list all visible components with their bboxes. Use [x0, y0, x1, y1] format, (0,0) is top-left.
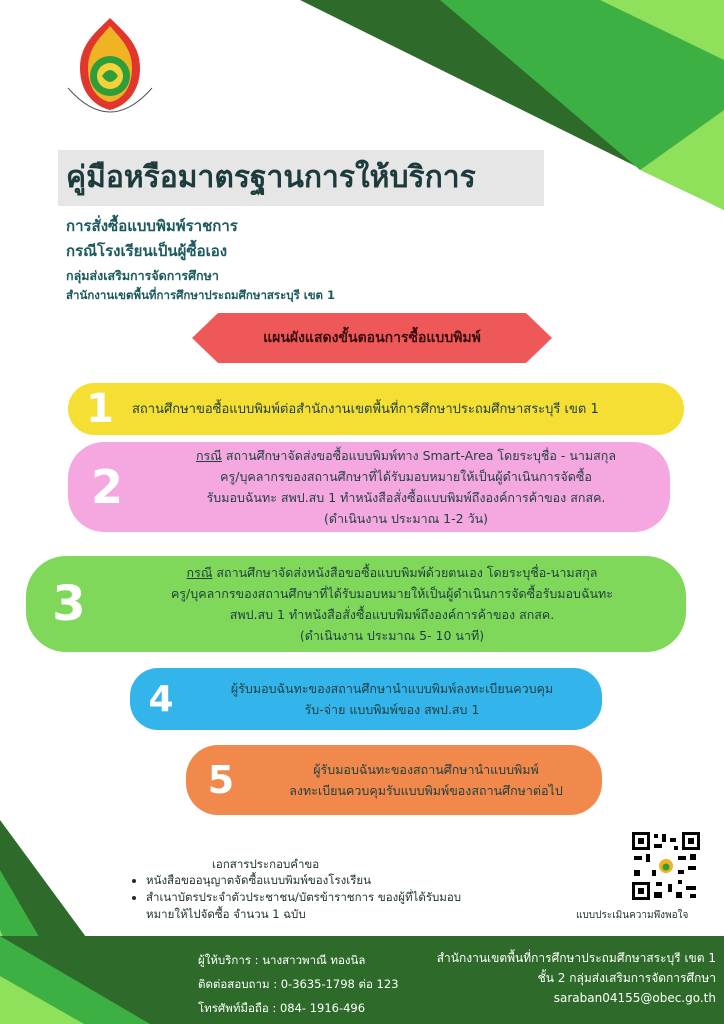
office-logo [62, 14, 158, 124]
footer-office: สำนักงานเขตพื้นที่การศึกษาประถมศึกษาสระบุรี เขต 1 [436, 951, 716, 965]
step-3-line-4: (ดำเนินงาน ประมาณ 5- 10 นาที) [299, 628, 485, 643]
step-5-number: 5 [207, 758, 235, 802]
flowchart-banner-label: แผนผังแสดงขั้นตอนการซื้อแบบพิมพ์ [263, 330, 481, 346]
step-2-line-1: สถานศึกษาจัดส่งขอซื้อแบบพิมพ์ทาง Smart-Area โดยระบุชื่อ - นามสกุล [221, 448, 616, 463]
step-1 [68, 383, 684, 435]
documents-list [128, 872, 466, 923]
step-2-prefix: กรณี [195, 448, 222, 463]
qr-caption: แบบประเมินความพึงพอใจ [576, 910, 689, 921]
footer-contact [198, 948, 399, 1020]
step-2-text [146, 445, 666, 529]
step-5-line-1: ผู้รับมอบฉันทะของสถานศึกษานำแบบพิมพ์ [313, 762, 539, 777]
step-5 [186, 745, 602, 815]
office-name: สำนักงานเขตพื้นที่การศึกษาประถมศึกษาสระบุรี เขต 1 [66, 288, 336, 302]
department-name: กลุ่มส่งเสริมการจัดการศึกษา [66, 268, 219, 283]
step-2-line-4: (ดำเนินงาน ประมาณ 1-2 วัน) [323, 511, 489, 526]
qr-code[interactable] [630, 830, 702, 902]
step-3-line-1: สถานศึกษาจัดส่งหนังสือขอซื้อแบบพิมพ์ด้วยตนเอง โดยระบุชื่อ-นามสกุล [212, 565, 598, 580]
document-item: • หนังสือขออนุญาตจัดซื้อแบบพิมพ์ของโรงเรียน [146, 872, 466, 889]
step-4-text [192, 678, 592, 720]
step-2-number: 2 [90, 460, 123, 514]
footer-phone: ติดต่อสอบถาม : 0-3635-1798 ต่อ 123 [198, 977, 399, 991]
footer-address [390, 948, 716, 1008]
step-1-text: สถานศึกษาขอซื้อแบบพิมพ์ต่อสำนักงานเขตพื้นที่การศึกษาประถมศึกษาสระบุรี เขต 1 [132, 401, 599, 417]
step-4-line-2: รับ-จ่าย แบบพิมพ์ของ สพป.สบ 1 [304, 702, 480, 717]
step-3-line-2: ครู/บุคลากรของสถานศึกษาที่ได้รับมอบหมายให้เป็นผู้ดำเนินการจัดซื้อรับมอบฉันทะ [170, 586, 614, 601]
step-4-line-1: ผู้รับมอบฉันทะของสถานศึกษานำแบบพิมพ์ลงทะเบียนควบคุม [230, 681, 554, 696]
subtitle-1: การสั่งซื้อแบบพิมพ์ราชการ [66, 217, 238, 235]
step-3-prefix: กรณี [186, 565, 213, 580]
step-3-number: 3 [52, 576, 86, 632]
document-item: • สำเนาบัตรประจำตัวประชาชน/บัตรข้าราชการ ของผู้ที่ได้รับมอบหมายให้ไปจัดซื้อ จำนวน 1 ฉบับ [146, 889, 466, 923]
footer-email[interactable]: saraban04155@obec.go.th [553, 991, 716, 1005]
subtitle-2: กรณีโรงเรียนเป็นผู้ซื้อเอง [66, 242, 228, 260]
step-4 [130, 668, 602, 730]
step-3 [26, 556, 686, 652]
footer-mobile: โทรศัพท์มือถือ : 084- 1916-496 [198, 1001, 366, 1015]
step-4-number: 4 [148, 678, 174, 720]
page-title: คู่มือหรือมาตรฐานการให้บริการ [66, 160, 476, 195]
step-1-number: 1 [86, 386, 114, 432]
step-2 [68, 442, 670, 532]
step-3-line-3: สพป.สบ 1 ทำหนังสือสั่งซื้อแบบพิมพ์ถึงองค์การค้าของ สกสค. [229, 607, 555, 622]
footer-provider: ผู้ให้บริการ : นางสาวพาณี ทองนิล [198, 953, 366, 967]
documents-heading: เอกสารประกอบคำขอ [212, 857, 320, 871]
step-3-text [112, 562, 672, 646]
step-2-line-3: รับมอบฉันทะ สพป.สบ 1 ทำหนังสือสั่งซื้อแบบพิมพ์ถึงองค์การค้าของ สกสค. [206, 490, 606, 505]
step-5-line-2: ลงทะเบียนควบคุมรับแบบพิมพ์ของสถานศึกษาต่อไป [289, 783, 563, 798]
step-2-line-2: ครู/บุคลากรของสถานศึกษาที่ได้รับมอบหมายให้เป็นผู้ดำเนินการจัดซื้อ [220, 469, 592, 484]
footer-floor: ชั้น 2 กลุ่มส่งเสริมการจัดการศึกษา [537, 971, 716, 985]
step-5-text [256, 759, 596, 801]
